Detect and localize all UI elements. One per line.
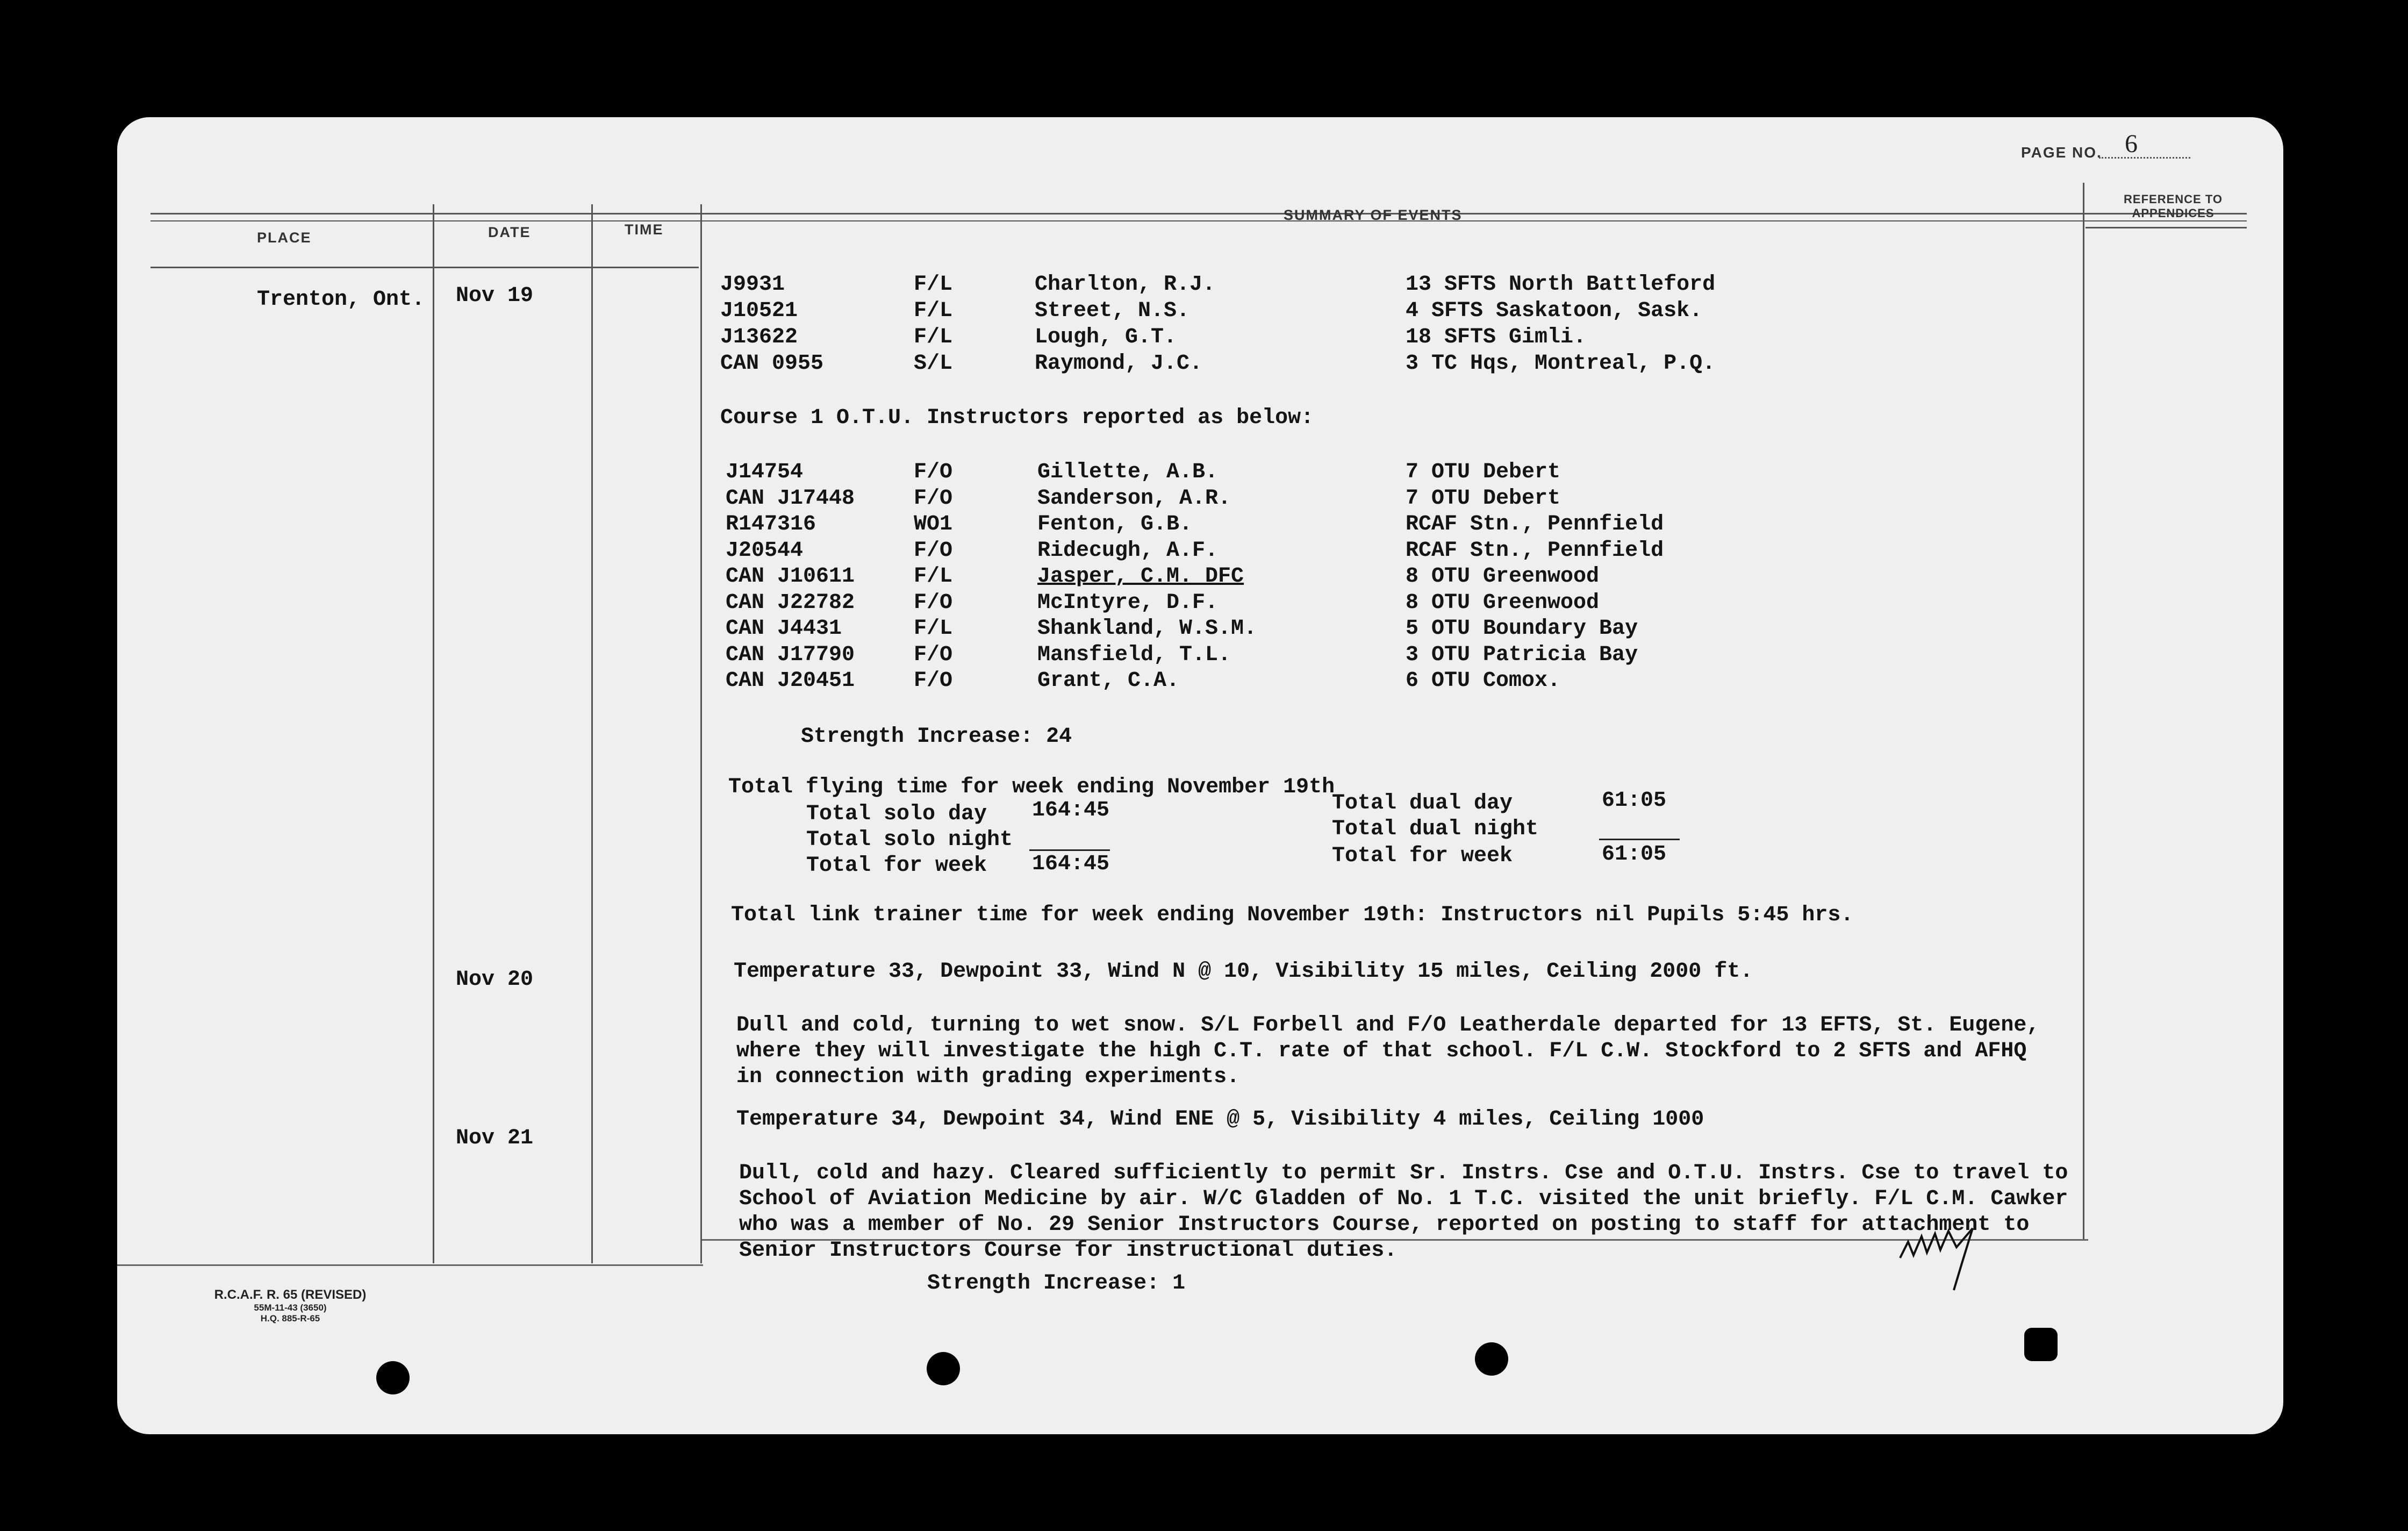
instructor-name: Ridecugh, A.F.	[1037, 538, 1219, 563]
posting-destination: 13 SFTS North Battleford	[1406, 273, 1716, 297]
instructor-number: CAN J4431	[726, 617, 842, 641]
instructor-number: CAN J17790	[726, 642, 855, 667]
column-header-time: TIME	[625, 221, 664, 238]
posting-rank: F/L	[914, 325, 953, 349]
form-line2: 55M-11-43 (3650)	[254, 1303, 327, 1313]
form-identifier	[172, 1287, 408, 1324]
header-bottom-rule	[150, 267, 699, 268]
column-divider-place	[433, 204, 434, 1263]
posting-name: Raymond, J.C.	[1035, 352, 1203, 376]
header-top-rule	[150, 213, 2247, 214]
instructor-name: Grant, C.A.	[1037, 669, 1180, 693]
column-header-place: PLACE	[257, 230, 312, 246]
instructor-name: Sanderson, A.R.	[1037, 486, 1231, 511]
instructor-number: J14754	[726, 460, 804, 484]
instructor-destination: 6 OTU Comox.	[1406, 669, 1561, 693]
posting-rank: F/L	[914, 273, 953, 297]
binder-hole	[2024, 1328, 2058, 1361]
binder-hole	[927, 1352, 960, 1385]
instructor-number: R147316	[726, 512, 816, 536]
solo-week-label: Total for week	[806, 854, 987, 878]
binder-hole	[376, 1361, 410, 1394]
instructor-name: Gillette, A.B.	[1037, 460, 1219, 484]
place-entry: Trenton, Ont.	[257, 288, 425, 312]
dual-night-label: Total dual night	[1332, 817, 1539, 841]
posting-destination: 18 SFTS Gimli.	[1406, 325, 1587, 349]
posting-number: J9931	[720, 273, 785, 297]
handwritten-initials	[1897, 1220, 2005, 1296]
posting-name: Charlton, R.J.	[1035, 273, 1216, 297]
column-divider-time	[700, 204, 702, 1263]
instructor-destination: RCAF Stn., Pennfield	[1406, 538, 1664, 563]
posting-number: CAN 0955	[720, 352, 824, 376]
solo-day-label: Total solo day	[806, 802, 987, 826]
column-divider-date	[591, 204, 593, 1263]
column-header-date: DATE	[488, 224, 531, 240]
instructor-destination: 3 OTU Patricia Bay	[1406, 642, 1638, 667]
nov20-text-line1: Dull and cold, turning to wet snow. S/L Forbell and F/O Leatherdale departed for 13 EFTS, St. Eugene,	[736, 1013, 2040, 1038]
column-header-summary: SUMMARY OF EVENTS	[1284, 207, 1463, 223]
instructor-number: J20544	[726, 538, 804, 563]
nov20-text-line3: in connection with grading experiments.	[736, 1065, 1240, 1089]
posting-rank: S/L	[914, 352, 953, 376]
instructor-name: Jasper, C.M. DFC	[1037, 564, 1244, 589]
instructor-rank: F/O	[914, 460, 953, 484]
dual-day-label: Total dual day	[1332, 791, 1513, 815]
instructor-number: CAN J22782	[726, 590, 855, 615]
date-nov-20: Nov 20	[456, 968, 534, 992]
header-top-rule-2	[150, 220, 2247, 221]
instructor-number: CAN J10611	[726, 564, 855, 589]
column-header-reference	[2106, 192, 2240, 220]
posting-rank: F/L	[914, 299, 953, 323]
nov20-weather: Temperature 33, Dewpoint 33, Wind N @ 10, Visibility 15 miles, Ceiling 2000 ft.	[734, 960, 1753, 984]
strength-increase: Strength Increase: 24	[801, 725, 1072, 749]
solo-night-label: Total solo night	[806, 828, 1013, 852]
instructor-rank: F/L	[914, 564, 953, 589]
nov21-text-line2: School of Aviation Medicine by air. W/C Gladden of No. 1 T.C. visited the unit briefly. F/L C.M. Cawker	[739, 1187, 2068, 1211]
solo-total-rule	[1029, 849, 1110, 851]
reference-line1: REFERENCE TO	[2124, 192, 2223, 206]
binder-hole	[1475, 1342, 1508, 1376]
posting-number: J13622	[720, 325, 798, 349]
column-divider-summary	[2083, 183, 2084, 1239]
date-nov-21: Nov 21	[456, 1126, 534, 1150]
instructor-rank: F/O	[914, 538, 953, 563]
instructor-name: Mansfield, T.L.	[1037, 642, 1231, 667]
nov21-text-line3: who was a member of No. 29 Senior Instructors Course, reported on posting to staff for attachment to	[739, 1213, 2030, 1237]
nov21-strength-increase: Strength Increase: 1	[927, 1271, 1186, 1296]
course-heading: Course 1 O.T.U. Instructors reported as below:	[720, 406, 1314, 430]
nov21-weather: Temperature 34, Dewpoint 34, Wind ENE @ 5, Visibility 4 miles, Ceiling 1000	[736, 1107, 1704, 1132]
instructor-rank: F/L	[914, 617, 953, 641]
solo-day-value: 164:45	[1032, 798, 1110, 822]
instructor-rank: F/O	[914, 642, 953, 667]
flying-time-heading: Total flying time for week ending November 19th	[728, 775, 1335, 799]
solo-week-value: 164:45	[1032, 852, 1110, 876]
posting-name: Street, N.S.	[1035, 299, 1190, 323]
nov20-text-line2: where they will investigate the high C.T. rate of that school. F/L C.W. Stockford to 2 SFTS and AFHQ	[736, 1039, 2027, 1063]
instructor-destination: 8 OTU Greenwood	[1406, 590, 1600, 615]
dual-week-label: Total for week	[1332, 844, 1513, 868]
instructor-rank: WO1	[914, 512, 953, 536]
instructor-name: Shankland, W.S.M.	[1037, 617, 1257, 641]
nov21-text-line4: Senior Instructors Course for instructional duties.	[739, 1239, 1398, 1263]
reference-header-rule	[2086, 227, 2247, 228]
posting-destination: 4 SFTS Saskatoon, Sask.	[1406, 299, 1703, 323]
instructor-name: Fenton, G.B.	[1037, 512, 1193, 536]
form-line1: R.C.A.F. R. 65 (REVISED)	[214, 1287, 367, 1302]
dual-week-value: 61:05	[1602, 842, 1667, 867]
dual-total-rule	[1599, 839, 1680, 840]
instructor-destination: 7 OTU Debert	[1406, 460, 1561, 484]
dual-day-value: 61:05	[1602, 789, 1667, 813]
posting-destination: 3 TC Hqs, Montreal, P.Q.	[1406, 352, 1716, 376]
instructor-number: CAN J17448	[726, 486, 855, 511]
instructor-destination: 5 OTU Boundary Bay	[1406, 617, 1638, 641]
reference-line2: APPENDICES	[2132, 206, 2214, 220]
date-nov-19: Nov 19	[456, 284, 534, 308]
instructor-destination: 8 OTU Greenwood	[1406, 564, 1600, 589]
page-number-label: PAGE NO.	[2021, 144, 2102, 161]
instructor-destination: 7 OTU Debert	[1406, 486, 1561, 511]
form-line3: H.Q. 885-R-65	[260, 1313, 320, 1323]
posting-name: Lough, G.T.	[1035, 325, 1177, 349]
nov21-text-line1: Dull, cold and hazy. Cleared sufficiently to permit Sr. Instrs. Cse and O.T.U. Instrs. Cse to travel to	[739, 1161, 2068, 1185]
instructor-rank: F/O	[914, 669, 953, 693]
instructor-destination: RCAF Stn., Pennfield	[1406, 512, 1664, 536]
posting-number: J10521	[720, 299, 798, 323]
footer-rule-left	[117, 1264, 703, 1266]
instructor-rank: F/O	[914, 590, 953, 615]
page-number-value: 6	[2125, 130, 2138, 158]
instructor-name: McIntyre, D.F.	[1037, 590, 1219, 615]
instructor-number: CAN J20451	[726, 669, 855, 693]
page-number-dots	[2099, 157, 2190, 159]
link-trainer-line: Total link trainer time for week ending November 19th: Instructors nil Pupils 5:45 hrs.	[731, 903, 1854, 927]
instructor-rank: F/O	[914, 486, 953, 511]
